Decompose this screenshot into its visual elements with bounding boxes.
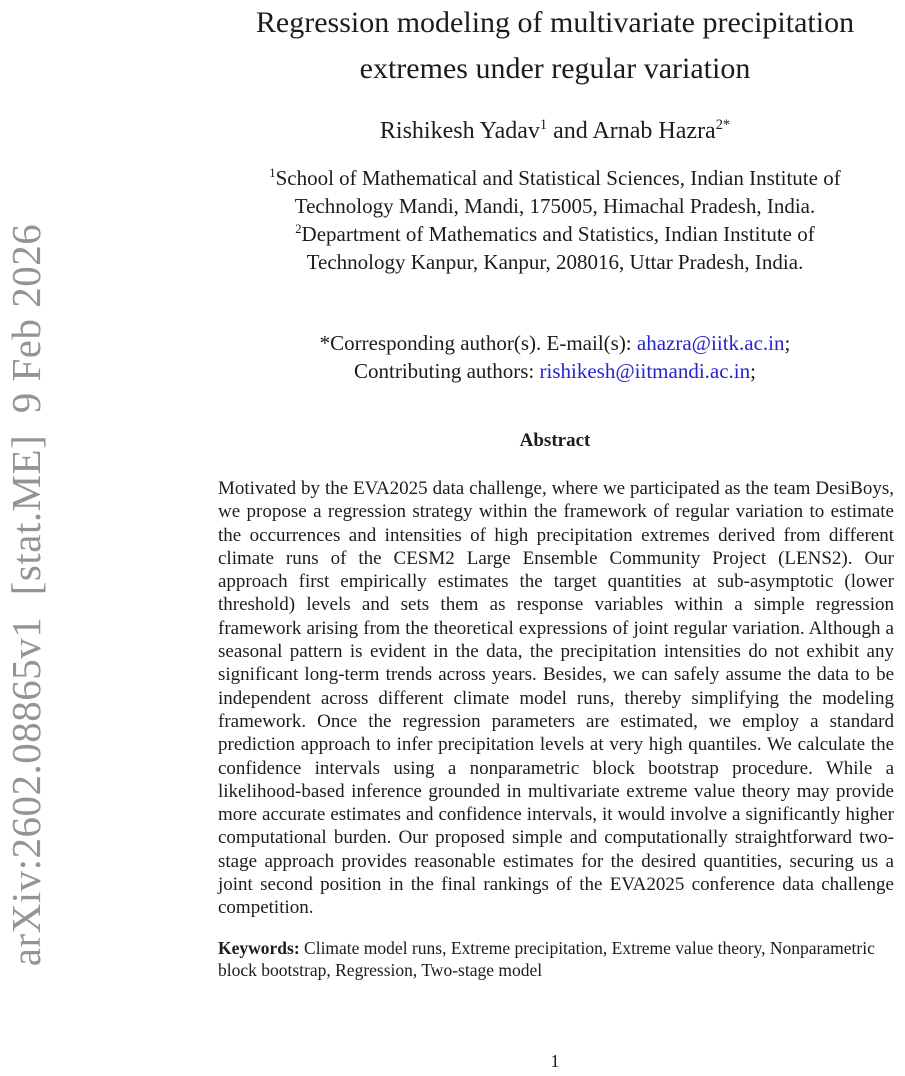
affiliation-2-line-2: Technology Kanpur, Kanpur, 208016, Uttar Pradesh, India. [306,250,804,274]
corresponding-email-link[interactable]: ahazra@iitk.ac.in [636,331,785,355]
contact-block [205,329,905,385]
author-separator: and [547,118,593,144]
keywords-text: Climate model runs, Extreme precipitation, Extreme value theory, Nonparametric block bootstrap, Regression, Two-stage model [218,938,875,980]
arxiv-watermark: arXiv:2602.08865v1 [stat.ME] 9 Feb 2026 [3,223,49,967]
paper-title-line-2: extremes under regular variation [359,52,751,85]
author-name-first: Rishikesh Yadav [379,118,540,144]
contributing-email-link[interactable]: rishikesh@iitmandi.ac.in [539,359,751,383]
contributing-author-line: Contributing authors: rishikesh@iitmandi.ac.in; [354,359,756,383]
affiliation-2-marker: 2 [295,222,302,236]
affiliation-2-line-1: $^2$Department of Mathematics and Statistics, Indian Institute of [295,222,815,246]
affiliation-1-marker: 1 [269,166,276,180]
keywords-label: Keywords: [218,938,300,958]
paper-title-line-1: Regression modeling of multivariate precipitation [255,6,855,39]
author-name-second: Arnab Hazra [592,118,716,144]
author-second-affiliation-marker: 2* [715,117,731,133]
affiliation-1-line-2: Technology Mandi, Mandi, 175005, Himachal Pradesh, India. [294,194,816,218]
corresponding-author-line: *Corresponding author(s). E-mail(s): ahazra@iitk.ac.in; [319,331,791,355]
affiliation-1-line-1: $^1$School of Mathematical and Statistical Sciences, Indian Institute of [269,166,841,190]
author-line [205,114,905,148]
abstract-heading: Abstract [519,430,591,451]
affiliations-block [205,164,905,276]
paper-title [205,0,905,92]
keywords-block [218,937,894,981]
page-number: 1 [550,1051,560,1071]
author-first-affiliation-marker: 1 [539,117,548,133]
abstract-text: Motivated by the EVA2025 data challenge, where we participated as the team DesiBoys, we propose a regression strategy within the framework of regular variation to estimate the occurrences and intensities of high precipitation extremes derived from different climate runs of the CESM2 Large Ensemble Community Project (LENS2). Our approach first empirically estimates the target quantities at sub-asymptotic (lower threshold) levels and sets them as response variables within a simple regression framework arising from the theoretical expressions of joint regular variation. Although a seasonal pattern is evident in the data, the precipitation intensities do not exhibit any significant long-term trends across years. Besides, we can safely assume the data to be independent across different climate model runs, thereby simplifying the modeling framework. Once the regression parameters are estimated, we employ a standard prediction approach to infer precipitation levels at very high quantiles. We calculate the confidence intervals using a nonparametric block bootstrap procedure. While a likelihood-based inference grounded in multivariate extreme value theory may provide more accurate estimates and confidence intervals, it would involve a significantly higher computational burden. Our proposed simple and computationally straightforward two-stage approach provides reasonable estimates for the desired quantities, securing us a joint second position in the final rankings of the EVA2025 conference data challenge competition. [218,478,894,919]
paper-content-column [205,0,905,1076]
